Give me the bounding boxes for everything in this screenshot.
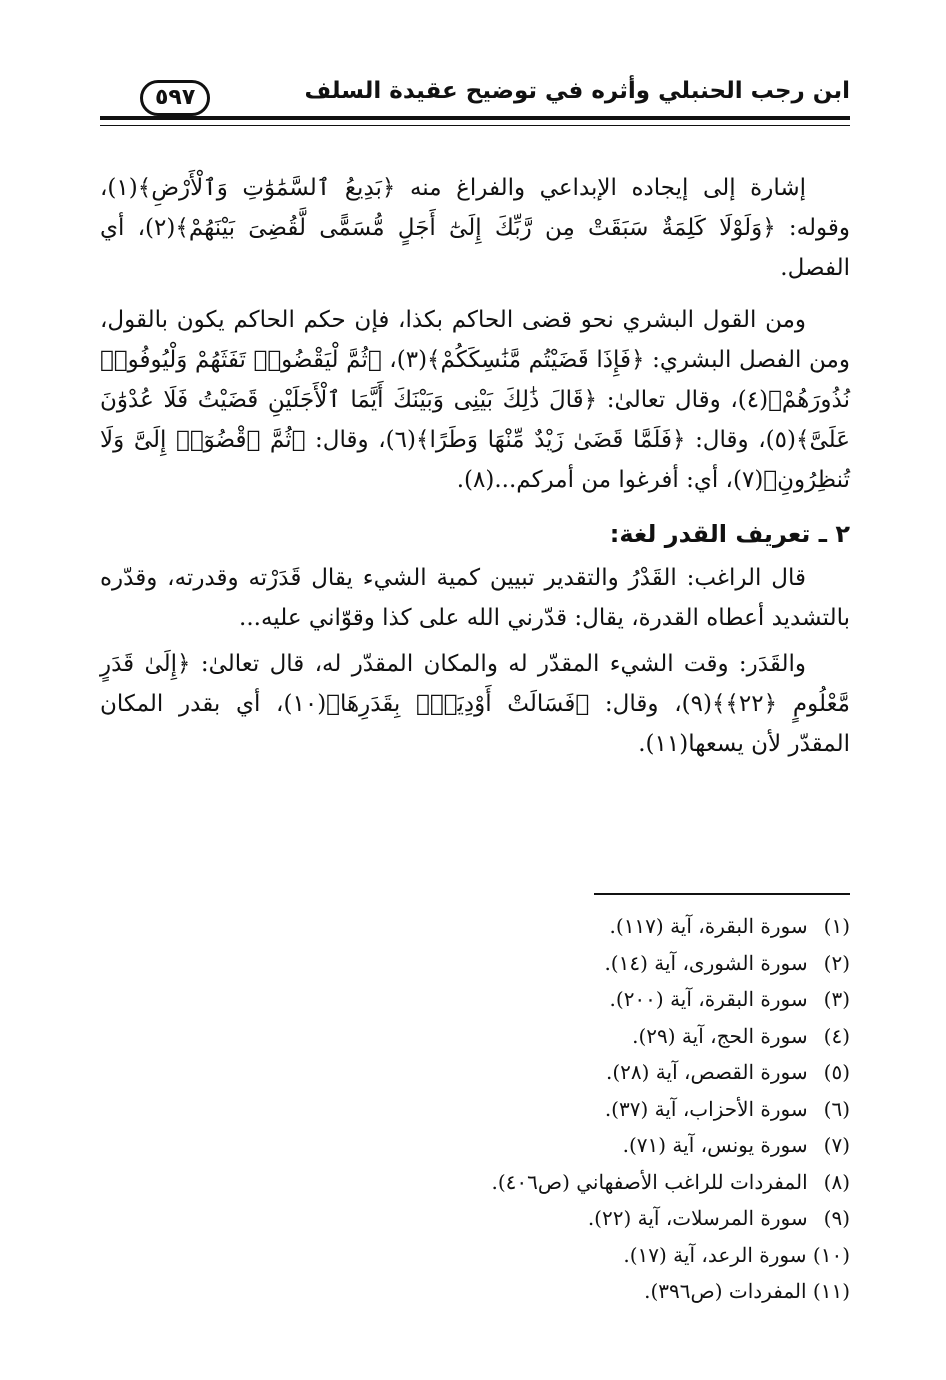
body-text [100,168,850,776]
footnote-number: (١) [823,914,850,938]
footnote-number: (٩) [823,1206,850,1230]
footnote-item [250,1200,850,1237]
footnote-text: سورة البقرة، آية (٢٠٠). [609,987,808,1011]
footnote-item [250,981,850,1018]
section-heading: ٢ ـ تعريف القدر لغة: [609,520,850,548]
footnote-item [250,1164,850,1201]
footnote-number: (٢) [823,950,850,975]
footnote-item [250,1127,850,1164]
paragraph: والقَدَر: وقت الشيء المقدّر له والمكان المقدّر له، قال تعالىٰ: ﴿إِلَىٰ قَدَرٍ مَّعْلُومٍ ﴿٢٢﴾﴾(٩)، وقال: ﴿فَسَالَتْ أَوْدِيَةٌۢ بِقَدَرِهَا﴾(١٠)، أي بقدر المكان المقدّر لأن يسعها(١١). [100,651,850,757]
header-rule [100,116,850,126]
footnote-number: (١١) [812,1279,850,1303]
paragraph: ومن القول البشري نحو قضى الحاكم بكذا، فإن حكم الحاكم يكون بالقول، ومن الفصل البشري: ﴿فَإِذَا قَضَيْتُم مَّنَٰسِكَكُمْ﴾(٣)، ﴿ثُمَّ لْيَقْضُوا۟ تَفَثَهُمْ وَلْيُوفُوا۟ نُذُورَهُمْ﴾(٤)، وقال تعالىٰ: ﴿قَالَ ذَٰلِكَ بَيْنِى وَبَيْنَكَ أَيَّمَا ٱلْأَجَلَيْنِ قَضَيْتُ فَلَا عُدْوَٰنَ عَلَىَّ﴾(٥)، وقال: ﴿فَلَمَّا قَضَىٰ زَيْدٌ مِّنْهَا وَطَرًا﴾(٦)، وقال: ﴿ثُمَّ ٱقْضُوٓا۟ إِلَىَّ وَلَا تُنظِرُونِ﴾(٧)، أي: أفرغوا من أمركم...(٨). [100,307,850,493]
footnote-number: (٣) [823,987,850,1011]
footnote-text: المفردات للراغب الأصفهاني (ص٤٠٦). [491,1169,808,1194]
footnote-item [250,1018,850,1055]
paragraph: إشارة إلى إيجاده الإبداعي والفراغ منه ﴿بَدِيعُ ٱلسَّمَٰوَٰتِ وَٱلْأَرْضِ﴾(١)، وقوله: ﴿وَلَوْلَا كَلِمَةٌ سَبَقَتْ مِن رَّبِّكَ إِلَىٰٓ أَجَلٍ مُّسَمًّى لَّقُضِىَ بَيْنَهُمْ﴾(٢)، أي الفصل. [100,175,850,281]
footnote-separator [594,893,850,895]
running-title: ابن رجب الحنبلي وأثره في توضيح عقيدة السلف [304,78,850,104]
page-number-badge: ٥٩٧ [140,80,210,116]
footnote-item [250,1237,850,1274]
footnote-number: (٧) [823,1133,850,1157]
footnote-text: سورة الأحزاب، آية (٣٧). [604,1096,808,1121]
footnote-item [250,1054,850,1091]
footnote-text: سورة البقرة، آية (١١٧). [609,914,808,938]
footnote-text: سورة الشورى، آية (١٤). [604,950,808,975]
paragraph: قال الراغب: القَدْرُ والتقدير تبيين كمية الشيء يقال قَدَرْته وقدرته، وقدّره بالتشديد أعطاه القدرة، يقال: قدّرني الله على كذا وقوّاني عليه... [100,565,850,631]
footnote-number: (٦) [823,1096,850,1121]
page-header [100,72,850,128]
footnote-text: سورة يونس، آية (٧١). [622,1133,808,1157]
footnote-number: (٨) [823,1169,850,1194]
footnote-number: (٥) [823,1060,850,1084]
footnote-text: سورة الحج، آية (٢٩). [632,1023,808,1048]
footnote-item [250,1273,850,1310]
footnote-text: المفردات (ص٣٩٦). [644,1279,807,1303]
footnote-number: (٤) [823,1023,850,1048]
footnote-item [250,945,850,982]
footnote-item [250,908,850,945]
footnote-text: سورة الرعد، آية (١٧). [623,1242,807,1267]
footnote-number: (١٠) [812,1242,850,1267]
footnote-item [250,1091,850,1128]
footnote-text: سورة القصص، آية (٢٨). [605,1060,808,1084]
footnotes-list [250,908,850,1310]
footnote-text: سورة المرسلات، آية (٢٢). [587,1206,808,1230]
